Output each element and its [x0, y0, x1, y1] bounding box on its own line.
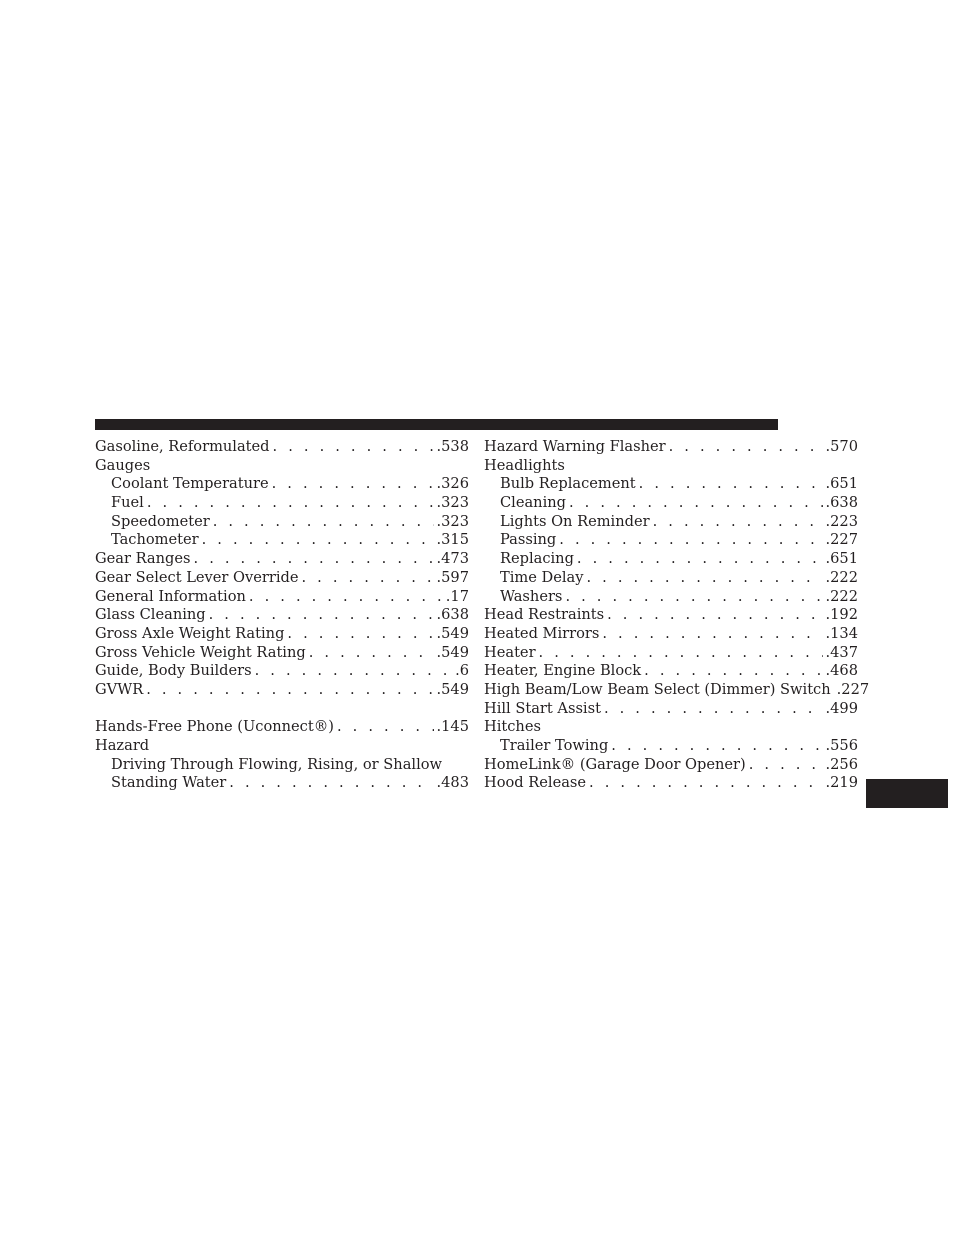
index-entry [484, 718, 858, 737]
dot-leader [604, 700, 823, 719]
index-entry [95, 606, 469, 625]
dot-leader [559, 531, 822, 550]
index-entry [484, 475, 858, 494]
dot-leader [147, 494, 434, 513]
entry-label: Headlights [484, 456, 565, 474]
entry-label: Cleaning [500, 494, 566, 512]
dot-leader [302, 569, 434, 588]
index-entry [484, 662, 858, 681]
index-entry [95, 457, 469, 476]
index-entry [484, 513, 858, 532]
entry-page-number: .597 [436, 568, 469, 586]
dot-leader [337, 718, 434, 737]
entry-page-number: .315 [436, 531, 469, 549]
dot-leader [209, 606, 434, 625]
entry-label: Hands-Free Phone (Uconnect®) [95, 718, 334, 736]
index-entry [95, 681, 469, 700]
entry-label: Bulb Replacement [500, 475, 636, 493]
index-entry [484, 774, 858, 793]
index-entry [95, 494, 469, 513]
entry-page-number: .326 [436, 475, 469, 493]
entry-page-number: .651 [825, 550, 858, 568]
index-entry [484, 756, 858, 775]
entry-page-number: .499 [825, 699, 858, 717]
dot-leader [589, 774, 822, 793]
entry-label: Standing Water [111, 774, 227, 792]
index-entry [95, 588, 469, 607]
entry-label: Gross Axle Weight Rating [95, 624, 285, 642]
entry-page-number: .323 [436, 494, 469, 512]
entry-page-number: .638 [436, 606, 469, 624]
entry-page-number: .227 [836, 680, 870, 698]
index-entry [484, 531, 858, 550]
index-entry [484, 625, 858, 644]
index-entry [484, 494, 858, 513]
index-entry [95, 718, 469, 737]
entry-page-number: .549 [436, 624, 469, 642]
dot-leader [586, 569, 822, 588]
index-entry [95, 625, 469, 644]
entry-label: Hill Start Assist [484, 699, 601, 717]
index-entry [484, 737, 858, 756]
dot-leader [202, 531, 434, 550]
entry-label: Coolant Temperature [111, 475, 269, 493]
dot-leader [639, 475, 823, 494]
entry-label: High Beam/Low Beam Select (Dimmer) Switch [484, 680, 831, 698]
entry-label: Tachometer [111, 531, 199, 549]
entry-label: Gross Vehicle Weight Rating [95, 643, 306, 661]
entry-page-number: .145 [436, 718, 469, 736]
entry-page-number: .223 [825, 512, 858, 530]
entry-label: Gear Select Lever Override [95, 568, 299, 586]
entry-page-number: .219 [825, 774, 858, 792]
entry-label: Glass Cleaning [95, 606, 206, 624]
index-entry [95, 569, 469, 588]
index-column-left [95, 438, 469, 793]
entry-label: Passing [500, 531, 557, 549]
entry-page-number: .222 [825, 568, 858, 586]
index-entry [95, 756, 469, 775]
dot-leader [611, 737, 822, 756]
entry-label: Speedometer [111, 512, 210, 530]
index-entry [484, 644, 858, 663]
index-entry [484, 550, 858, 569]
entry-page-number: .6 [455, 662, 469, 680]
dot-leader [229, 774, 433, 793]
entry-label: Hazard Warning Flasher [484, 438, 666, 455]
section-top-rule [95, 419, 778, 430]
index-spacer [95, 700, 469, 719]
index-entry [484, 700, 858, 719]
entry-page-number: .651 [825, 475, 858, 493]
entry-label: Head Restraints [484, 606, 605, 624]
entry-label: General Information [95, 587, 246, 605]
dot-leader [607, 606, 822, 625]
index-entry [484, 438, 858, 457]
index-entry [95, 774, 469, 793]
dot-leader [255, 662, 452, 681]
entry-label: Heater [484, 643, 536, 661]
index-entry [484, 606, 858, 625]
entry-label: Driving Through Flowing, Rising, or Shallow [111, 755, 443, 773]
entry-page-number: .570 [825, 438, 858, 455]
dot-leader [569, 494, 823, 513]
index-entry [95, 438, 469, 457]
dot-leader [653, 513, 823, 532]
dot-leader [287, 625, 433, 644]
dot-leader [309, 644, 434, 663]
dot-leader [602, 625, 822, 644]
entry-page-number: .256 [825, 755, 858, 773]
dot-leader [577, 550, 823, 569]
entry-page-number: .323 [436, 512, 469, 530]
entry-label: Fuel [111, 494, 144, 512]
entry-label: Trailer Towing [500, 737, 609, 754]
dot-leader [539, 644, 823, 663]
dot-leader [565, 588, 822, 607]
entry-label: Hood Release [484, 774, 587, 792]
entry-label: Guide, Body Builders [95, 662, 252, 680]
entry-page-number: .227 [825, 531, 858, 549]
entry-label: Lights On Reminder [500, 512, 650, 530]
entry-page-number: .222 [825, 587, 858, 605]
entry-label: Gauges [95, 456, 151, 474]
index-entry [95, 644, 469, 663]
dot-leader [669, 438, 823, 457]
dot-leader [213, 513, 434, 532]
entry-label: Gasoline, Reformulated [95, 438, 270, 455]
entry-page-number: .556 [825, 737, 858, 754]
entry-page-number: .638 [825, 494, 858, 512]
index-entry [95, 531, 469, 550]
dot-leader [273, 438, 434, 457]
index-column-right [484, 438, 870, 793]
index-entry [484, 457, 858, 476]
index-entry [484, 588, 858, 607]
entry-label: GVWR [95, 680, 144, 698]
index-entry [95, 737, 469, 756]
entry-page-number: .549 [436, 643, 469, 661]
entry-label: Hitches [484, 718, 541, 736]
index-entry [95, 662, 469, 681]
index-entry [484, 680, 870, 700]
entry-page-number: .483 [436, 774, 469, 792]
entry-label: HomeLink® (Garage Door Opener) [484, 755, 746, 773]
dot-leader [749, 756, 823, 775]
entry-page-number: .17 [445, 587, 469, 605]
dot-leader [644, 662, 822, 681]
entry-page-number: .192 [825, 606, 858, 624]
entry-page-number: .437 [825, 643, 858, 661]
entry-label: Time Delay [500, 568, 584, 586]
entry-page-number: .538 [436, 438, 469, 455]
entry-label: Replacing [500, 550, 574, 568]
entry-label: Gear Ranges [95, 550, 191, 568]
entry-label: Washers [500, 587, 563, 605]
index-entry [95, 513, 469, 532]
entry-label: Hazard [95, 737, 150, 754]
entry-page-number: .134 [825, 624, 858, 642]
dot-leader [249, 588, 443, 607]
index-entry [484, 569, 858, 588]
index-entry [95, 475, 469, 494]
section-tab-marker [866, 779, 948, 808]
dot-leader [194, 550, 434, 569]
entry-page-number: .473 [436, 550, 469, 568]
entry-page-number: .468 [825, 662, 858, 680]
entry-label: Heater, Engine Block [484, 662, 642, 680]
entry-label: Heated Mirrors [484, 624, 600, 642]
dot-leader [272, 475, 434, 494]
entry-page-number: .549 [436, 680, 469, 698]
index-entry [95, 550, 469, 569]
dot-leader [146, 681, 433, 700]
